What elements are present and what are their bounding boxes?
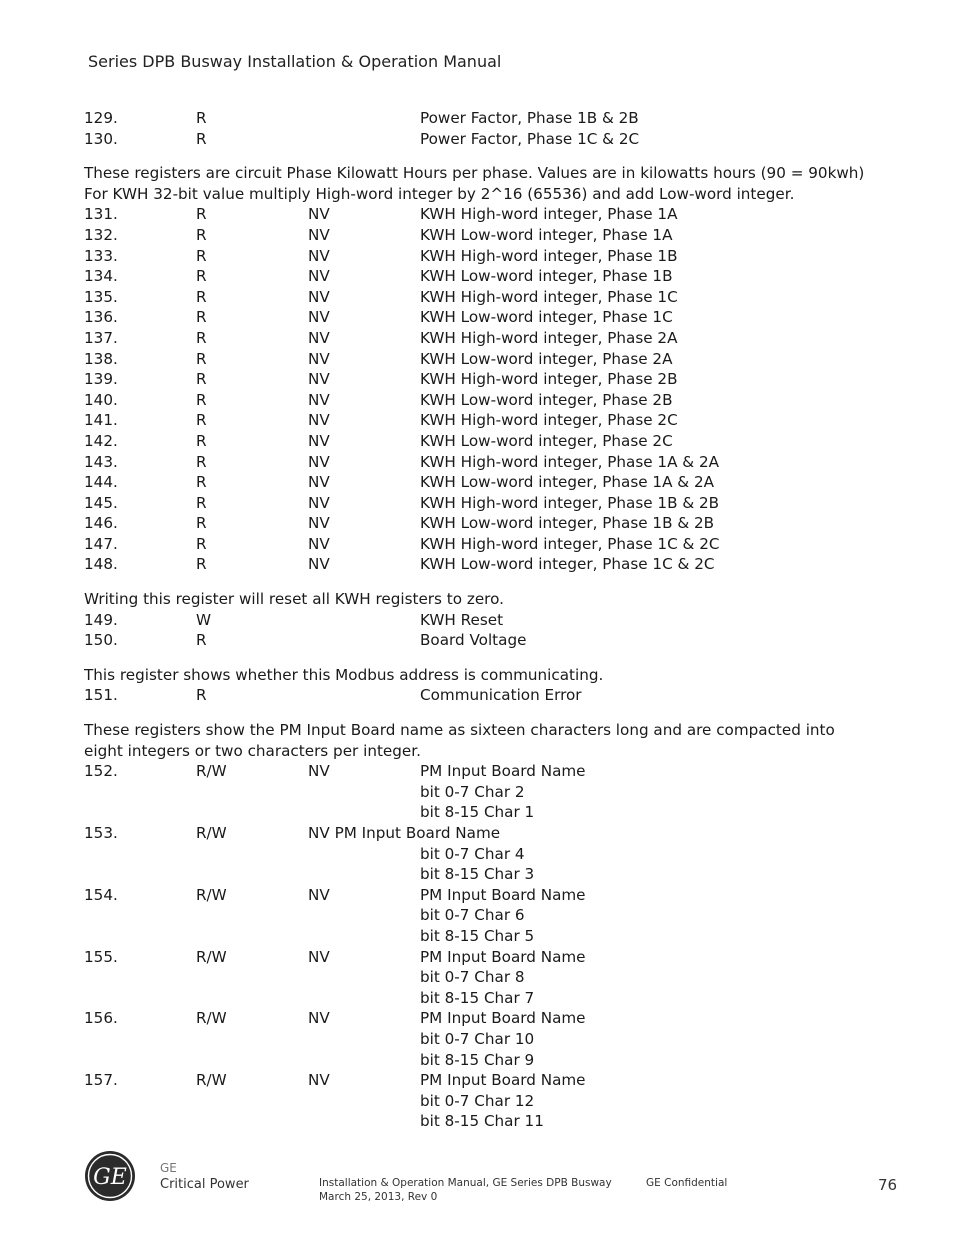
register-row bbox=[84, 266, 874, 287]
register-row bbox=[84, 204, 874, 225]
register-description: KWH Low-word integer, Phase 1A bbox=[420, 225, 673, 244]
register-number: 129. bbox=[84, 109, 118, 127]
register-access: R bbox=[196, 390, 207, 409]
register-description: PM Input Board Name bbox=[420, 762, 586, 781]
register-row bbox=[84, 472, 874, 493]
register-description: bit 0-7 Char 2 bbox=[420, 782, 525, 801]
register-storage: NV bbox=[308, 1009, 330, 1028]
svg-text:GE: GE bbox=[93, 1165, 127, 1190]
register-number: 149. bbox=[84, 610, 118, 629]
register-number: 133. bbox=[84, 246, 118, 265]
register-number: 153. bbox=[84, 824, 118, 842]
register-access: W bbox=[196, 610, 212, 629]
register-number: 147. bbox=[84, 534, 118, 553]
register-description: bit 0-7 Char 4 bbox=[420, 844, 525, 863]
register-row bbox=[84, 369, 874, 390]
register-number: 152. bbox=[84, 762, 118, 781]
register-description: KWH Low-word integer, Phase 1A & 2A bbox=[420, 473, 715, 492]
register-description: KWH High-word integer, Phase 1A & 2A bbox=[420, 452, 720, 471]
register-description: KWH High-word integer, Phase 2A bbox=[420, 328, 678, 347]
register-description: KWH Low-word integer, Phase 1C & 2C bbox=[420, 555, 715, 574]
register-access: R bbox=[196, 631, 207, 650]
register-number: 148. bbox=[84, 555, 118, 574]
register-description: bit 8-15 Char 7 bbox=[420, 988, 535, 1007]
register-storage: NV bbox=[308, 411, 330, 430]
register-row bbox=[84, 554, 874, 575]
register-listing bbox=[84, 108, 874, 1132]
register-description: PM Input Board Name bbox=[420, 1009, 586, 1028]
register-access: R bbox=[196, 287, 207, 306]
register-number: 137. bbox=[84, 328, 118, 347]
register-row bbox=[84, 349, 874, 370]
register-access: R bbox=[196, 473, 207, 492]
register-description: PM Input Board Name bbox=[420, 947, 586, 966]
register-description: Communication Error bbox=[420, 686, 582, 705]
register-access: R bbox=[196, 129, 207, 148]
register-storage: NV bbox=[308, 534, 330, 553]
register-description: KWH Reset bbox=[420, 610, 504, 629]
register-number: 136. bbox=[84, 308, 118, 327]
register-description: KWH Low-word integer, Phase 1B bbox=[420, 267, 673, 286]
register-number: 130. bbox=[84, 129, 118, 148]
register-access: R bbox=[196, 370, 207, 389]
register-storage: NV bbox=[308, 762, 330, 781]
register-row bbox=[84, 864, 874, 885]
register-access: R bbox=[196, 493, 207, 512]
register-row bbox=[84, 967, 874, 988]
register-access: R bbox=[196, 514, 207, 533]
register-row bbox=[84, 905, 874, 926]
register-access: R bbox=[196, 349, 207, 368]
register-row bbox=[84, 452, 874, 473]
register-access: R bbox=[196, 452, 207, 471]
register-row bbox=[84, 108, 874, 129]
register-row bbox=[84, 926, 874, 947]
register-access: R bbox=[196, 109, 207, 127]
register-number: 142. bbox=[84, 431, 118, 450]
register-access: R/W bbox=[196, 885, 227, 904]
register-row bbox=[84, 947, 874, 968]
register-description: bit 8-15 Char 9 bbox=[420, 1050, 535, 1069]
register-access: R bbox=[196, 534, 207, 553]
register-storage: NV bbox=[308, 555, 330, 574]
register-storage: NV bbox=[308, 452, 330, 471]
register-number: 138. bbox=[84, 349, 118, 368]
register-row bbox=[84, 844, 874, 865]
footer-division: Critical Power bbox=[160, 1177, 249, 1192]
register-row bbox=[84, 1008, 874, 1029]
register-storage: NV bbox=[308, 431, 330, 450]
register-access: R bbox=[196, 686, 207, 705]
register-access: R bbox=[196, 267, 207, 286]
register-number: 154. bbox=[84, 885, 118, 904]
register-storage: NV bbox=[308, 246, 330, 265]
register-number: 135. bbox=[84, 287, 118, 306]
register-row bbox=[84, 493, 874, 514]
section-intro: Writing this register will reset all KWH registers to zero. bbox=[84, 590, 504, 609]
register-access: R bbox=[196, 246, 207, 265]
register-number: 157. bbox=[84, 1071, 118, 1090]
register-description: KWH Low-word integer, Phase 2C bbox=[420, 431, 673, 450]
register-description: Power Factor, Phase 1C & 2C bbox=[420, 129, 640, 148]
register-access: R bbox=[196, 225, 207, 244]
register-description: PM Input Board Name bbox=[420, 885, 586, 904]
section-intro: These registers are circuit Phase Kilowatt Hours per phase. Values are in kilowatts hours (90 = 90kwh) For KWH 32-bit value multiply High-word integer by 2^16 (65536) and add Low-word integer. bbox=[84, 164, 865, 203]
register-description: bit 8-15 Char 1 bbox=[420, 803, 535, 822]
register-storage: NV bbox=[308, 473, 330, 492]
ge-logo-icon bbox=[84, 1150, 136, 1202]
register-description: KWH High-word integer, Phase 1C & 2C bbox=[420, 534, 720, 553]
register-description: Power Factor, Phase 1B & 2B bbox=[420, 109, 639, 127]
footer-doc-title: Installation & Operation Manual, GE Series DPB Busway bbox=[319, 1177, 612, 1189]
register-row bbox=[84, 1091, 874, 1112]
register-row bbox=[84, 513, 874, 534]
register-access: R/W bbox=[196, 824, 227, 842]
register-number: 150. bbox=[84, 631, 118, 650]
register-storage: NV bbox=[308, 370, 330, 389]
register-storage: NV bbox=[308, 514, 330, 533]
register-storage: NV bbox=[308, 947, 330, 966]
register-description: bit 0-7 Char 6 bbox=[420, 906, 525, 925]
register-access: R bbox=[196, 308, 207, 327]
register-access: R/W bbox=[196, 762, 227, 781]
register-row bbox=[84, 390, 874, 411]
register-row bbox=[84, 1050, 874, 1071]
section-intro: This register shows whether this Modbus address is communicating. bbox=[84, 665, 604, 684]
register-number: 140. bbox=[84, 390, 118, 409]
register-description: KWH High-word integer, Phase 1B & 2B bbox=[420, 493, 720, 512]
register-access: R bbox=[196, 411, 207, 430]
register-description: bit 8-15 Char 5 bbox=[420, 926, 535, 945]
register-access: R bbox=[196, 205, 207, 224]
register-row bbox=[84, 225, 874, 246]
register-storage: NV bbox=[308, 349, 330, 368]
register-row bbox=[84, 630, 874, 651]
register-number: 132. bbox=[84, 225, 118, 244]
register-description: bit 0-7 Char 12 bbox=[420, 1091, 535, 1110]
register-section bbox=[84, 720, 874, 1132]
register-description: KWH High-word integer, Phase 2C bbox=[420, 411, 678, 430]
register-row bbox=[84, 610, 874, 631]
register-number: 144. bbox=[84, 473, 118, 492]
register-storage: NV bbox=[308, 493, 330, 512]
register-description: bit 8-15 Char 11 bbox=[420, 1112, 544, 1131]
register-row bbox=[84, 246, 874, 267]
register-number: 139. bbox=[84, 370, 118, 389]
register-access: R/W bbox=[196, 947, 227, 966]
register-row bbox=[84, 410, 874, 431]
page-header-title: Series DPB Busway Installation & Operation Manual bbox=[88, 52, 502, 71]
register-row bbox=[84, 534, 874, 555]
page-number: 76 bbox=[878, 1176, 898, 1194]
register-number: 143. bbox=[84, 452, 118, 471]
section-intro: These registers show the PM Input Board name as sixteen characters long and are compacted into eight integers or two characters per integer. bbox=[84, 721, 835, 760]
register-row bbox=[84, 823, 874, 844]
register-number: 155. bbox=[84, 947, 118, 966]
register-row bbox=[84, 129, 874, 150]
section-gap bbox=[84, 575, 874, 589]
register-row bbox=[84, 782, 874, 803]
register-description: PM Input Board Name bbox=[420, 1071, 586, 1090]
register-number: 156. bbox=[84, 1009, 118, 1028]
register-row bbox=[84, 761, 874, 782]
register-description: KWH Low-word integer, Phase 1B & 2B bbox=[420, 514, 715, 533]
register-storage: NV bbox=[308, 328, 330, 347]
footer-doc-date: March 25, 2013, Rev 0 bbox=[319, 1191, 438, 1203]
register-description: bit 0-7 Char 10 bbox=[420, 1029, 535, 1048]
register-number: 145. bbox=[84, 493, 118, 512]
register-description: bit 0-7 Char 8 bbox=[420, 968, 525, 987]
section-gap bbox=[84, 706, 874, 720]
register-storage: NV bbox=[308, 287, 330, 306]
register-access: R bbox=[196, 431, 207, 450]
register-section bbox=[84, 163, 874, 575]
register-row bbox=[84, 307, 874, 328]
register-description: KWH Low-word integer, Phase 2A bbox=[420, 349, 673, 368]
register-description: KWH High-word integer, Phase 2B bbox=[420, 370, 678, 389]
register-number: 134. bbox=[84, 267, 118, 286]
register-storage: NV bbox=[308, 885, 330, 904]
register-description: KWH High-word integer, Phase 1A bbox=[420, 205, 678, 224]
register-number: 131. bbox=[84, 205, 118, 224]
register-access: R/W bbox=[196, 1009, 227, 1028]
register-description: KWH High-word integer, Phase 1B bbox=[420, 246, 678, 265]
register-storage: NV bbox=[308, 1071, 330, 1090]
register-storage: NV bbox=[308, 267, 330, 286]
register-access: R bbox=[196, 555, 207, 574]
register-section bbox=[84, 665, 874, 706]
register-row bbox=[84, 431, 874, 452]
footer-company: GE bbox=[160, 1161, 177, 1175]
register-number: 151. bbox=[84, 686, 118, 705]
register-description: KWH Low-word integer, Phase 1C bbox=[420, 308, 673, 327]
register-access: R/W bbox=[196, 1071, 227, 1090]
register-description: Board Voltage bbox=[420, 631, 527, 650]
register-description: KWH High-word integer, Phase 1C bbox=[420, 287, 678, 306]
footer-confidential: GE Confidential bbox=[646, 1177, 728, 1189]
register-storage: NV PM Input Board Name bbox=[308, 824, 501, 842]
register-description: bit 8-15 Char 3 bbox=[420, 865, 535, 884]
register-row bbox=[84, 988, 874, 1009]
register-row bbox=[84, 885, 874, 906]
register-row bbox=[84, 1070, 874, 1091]
register-storage: NV bbox=[308, 225, 330, 244]
register-storage: NV bbox=[308, 390, 330, 409]
register-section bbox=[84, 589, 874, 651]
register-storage: NV bbox=[308, 205, 330, 224]
register-row bbox=[84, 685, 874, 706]
register-row bbox=[84, 802, 874, 823]
register-section bbox=[84, 108, 874, 149]
section-gap bbox=[84, 651, 874, 665]
register-number: 146. bbox=[84, 514, 118, 533]
register-row bbox=[84, 1111, 874, 1132]
register-access: R bbox=[196, 328, 207, 347]
register-row bbox=[84, 1029, 874, 1050]
register-row bbox=[84, 287, 874, 308]
register-number: 141. bbox=[84, 411, 118, 430]
register-description: KWH Low-word integer, Phase 2B bbox=[420, 390, 673, 409]
register-storage: NV bbox=[308, 308, 330, 327]
register-row bbox=[84, 328, 874, 349]
section-gap bbox=[84, 149, 874, 163]
